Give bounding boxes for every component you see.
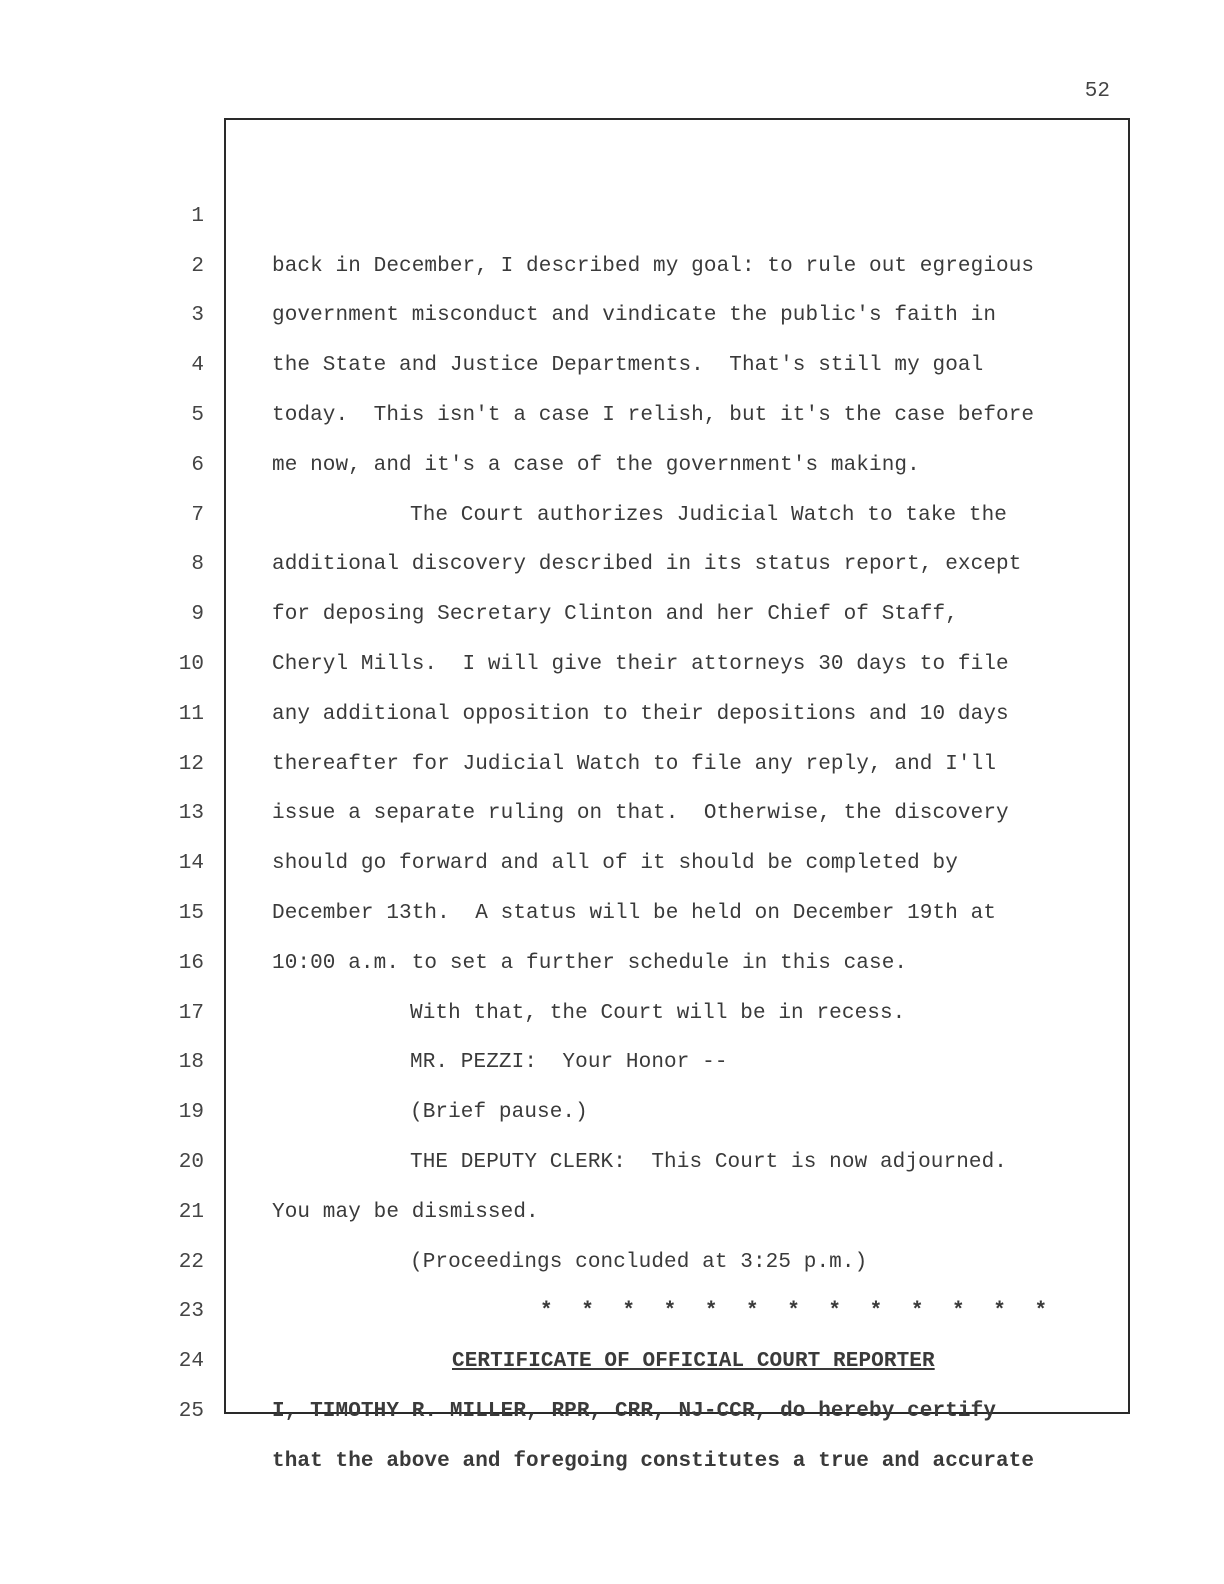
- line-text: (Proceedings concluded at 3:25 p.m.): [410, 1250, 868, 1274]
- line-number: 5: [191, 403, 204, 427]
- line-text: today. This isn't a case I relish, but it's the case before: [272, 403, 1035, 427]
- line-text: me now, and it's a case of the government's making.: [272, 453, 920, 477]
- line-number: 21: [178, 1200, 204, 1224]
- line-number: 25: [178, 1399, 204, 1423]
- line-text: thereafter for Judicial Watch to file any reply, and I'll: [272, 752, 997, 776]
- line-text: back in December, I described my goal: to rule out egregious: [272, 254, 1035, 278]
- line-number: 16: [178, 951, 204, 975]
- line-text: I, TIMOTHY R. MILLER, RPR, CRR, NJ-CCR, do hereby certify: [272, 1399, 997, 1423]
- line-number: 17: [178, 1001, 204, 1025]
- line-number: 14: [178, 852, 204, 876]
- line-number: 10: [178, 652, 204, 676]
- line-number: 12: [178, 752, 204, 776]
- line-number: 13: [178, 802, 204, 826]
- line-text: With that, the Court will be in recess.: [410, 1001, 906, 1025]
- line-text: THE DEPUTY CLERK: This Court is now adjourned.: [410, 1150, 1007, 1174]
- line-number: 18: [178, 1051, 204, 1075]
- line-text: that the above and foregoing constitutes a true and accurate: [272, 1449, 1035, 1473]
- line-text: government misconduct and vindicate the public's faith in: [272, 304, 997, 328]
- line-number: 8: [191, 553, 204, 577]
- line-number: 4: [191, 354, 204, 378]
- line-text: Cheryl Mills. I will give their attorneys 30 days to file: [272, 652, 1009, 676]
- line-number: 3: [191, 304, 204, 328]
- line-text: issue a separate ruling on that. Otherwise, the discovery: [272, 802, 1009, 826]
- line-text: MR. PEZZI: Your Honor --: [410, 1051, 728, 1075]
- line-number: 11: [178, 702, 204, 726]
- line-number: 24: [178, 1350, 204, 1374]
- line-text: should go forward and all of it should be completed by: [272, 852, 958, 876]
- line-text: any additional opposition to their depositions and 10 days: [272, 702, 1009, 726]
- line-number: 15: [178, 901, 204, 925]
- line-number: 23: [178, 1300, 204, 1324]
- line-text: for deposing Secretary Clinton and her Chief of Staff,: [272, 603, 958, 627]
- line-number: 2: [191, 254, 204, 278]
- page-number: 52: [1084, 80, 1110, 103]
- line-text: (Brief pause.): [410, 1101, 588, 1125]
- line-number: 20: [178, 1150, 204, 1174]
- line-text: December 13th. A status will be held on December 19th at: [272, 901, 997, 925]
- line-text: 10:00 a.m. to set a further schedule in this case.: [272, 951, 908, 975]
- line-number: 6: [191, 453, 204, 477]
- line-number: 9: [191, 603, 204, 627]
- line-number: 22: [178, 1250, 204, 1274]
- transcript-lines: [0, 142, 1224, 1473]
- section-separator: * * * * * * * * * * * * *: [540, 1300, 1056, 1324]
- transcript-line: [0, 142, 1224, 278]
- line-text: the State and Justice Departments. That's still my goal: [272, 354, 984, 378]
- line-number: 19: [178, 1101, 204, 1125]
- line-text: You may be dismissed.: [272, 1200, 539, 1224]
- line-text: The Court authorizes Judicial Watch to take the: [410, 503, 1007, 527]
- line-number: 7: [191, 503, 204, 527]
- line-text: additional discovery described in its status report, except: [272, 553, 1022, 577]
- certificate-title: CERTIFICATE OF OFFICIAL COURT REPORTER: [452, 1350, 935, 1374]
- line-number: 1: [191, 204, 204, 228]
